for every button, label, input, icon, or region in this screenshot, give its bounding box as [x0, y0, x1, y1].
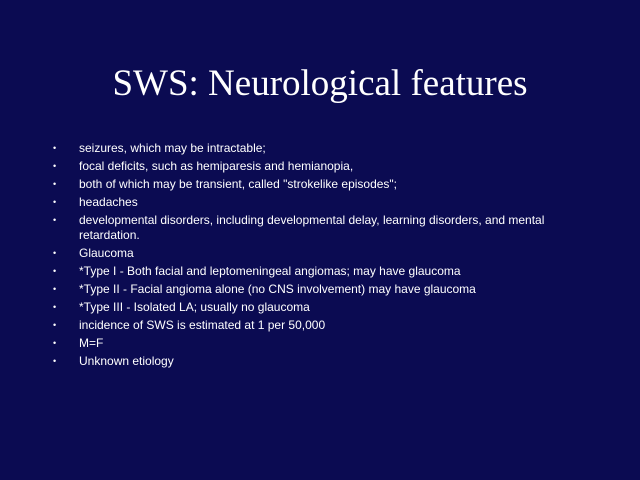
bullet-item — [52, 300, 572, 315]
bullet-icon: • — [53, 338, 57, 348]
bullet-item — [52, 336, 572, 351]
bullet-text: seizures, which may be intractable; — [79, 141, 266, 155]
bullet-icon: • — [53, 284, 57, 294]
bullet-text: incidence of SWS is estimated at 1 per 50,000 — [79, 318, 326, 332]
bullet-text: developmental disorders, including developmental delay, learning disorders, and mental retardation. — [79, 213, 545, 242]
bullet-icon: • — [53, 161, 57, 171]
bullet-text: M=F — [79, 336, 104, 350]
bullet-item — [52, 246, 572, 261]
bullet-text: Glaucoma — [79, 246, 134, 260]
slide-title: SWS: Neurological features — [112, 63, 528, 104]
bullet-text: *Type I - Both facial and leptomeningeal angiomas; may have glaucoma — [79, 264, 461, 278]
bullet-icon: • — [53, 302, 57, 312]
bullet-item — [52, 318, 572, 333]
bullet-text: Unknown etiology — [79, 354, 174, 368]
bullet-text: focal deficits, such as hemiparesis and hemianopia, — [79, 159, 354, 173]
bullet-text: *Type II - Facial angioma alone (no CNS involvement) may have glaucoma — [79, 282, 476, 296]
bullet-item — [52, 282, 572, 297]
bullet-icon: • — [53, 197, 57, 207]
bullet-text: *Type III - Isolated LA; usually no glaucoma — [79, 300, 310, 314]
bullet-icon: • — [53, 356, 57, 366]
bullet-icon: • — [53, 248, 57, 258]
bullet-icon: • — [53, 215, 57, 225]
bullet-list — [52, 141, 572, 372]
bullet-item — [52, 195, 572, 210]
bullet-item — [52, 354, 572, 369]
bullet-icon: • — [53, 179, 57, 189]
bullet-icon: • — [53, 143, 57, 153]
bullet-text: headaches — [79, 195, 138, 209]
bullet-icon: • — [53, 320, 57, 330]
bullet-item — [52, 159, 572, 174]
bullet-item — [52, 141, 572, 156]
bullet-item — [52, 177, 572, 192]
bullet-item — [52, 213, 572, 243]
bullet-item — [52, 264, 572, 279]
bullet-text: both of which may be transient, called "strokelike episodes"; — [79, 177, 398, 191]
bullet-icon: • — [53, 266, 57, 276]
